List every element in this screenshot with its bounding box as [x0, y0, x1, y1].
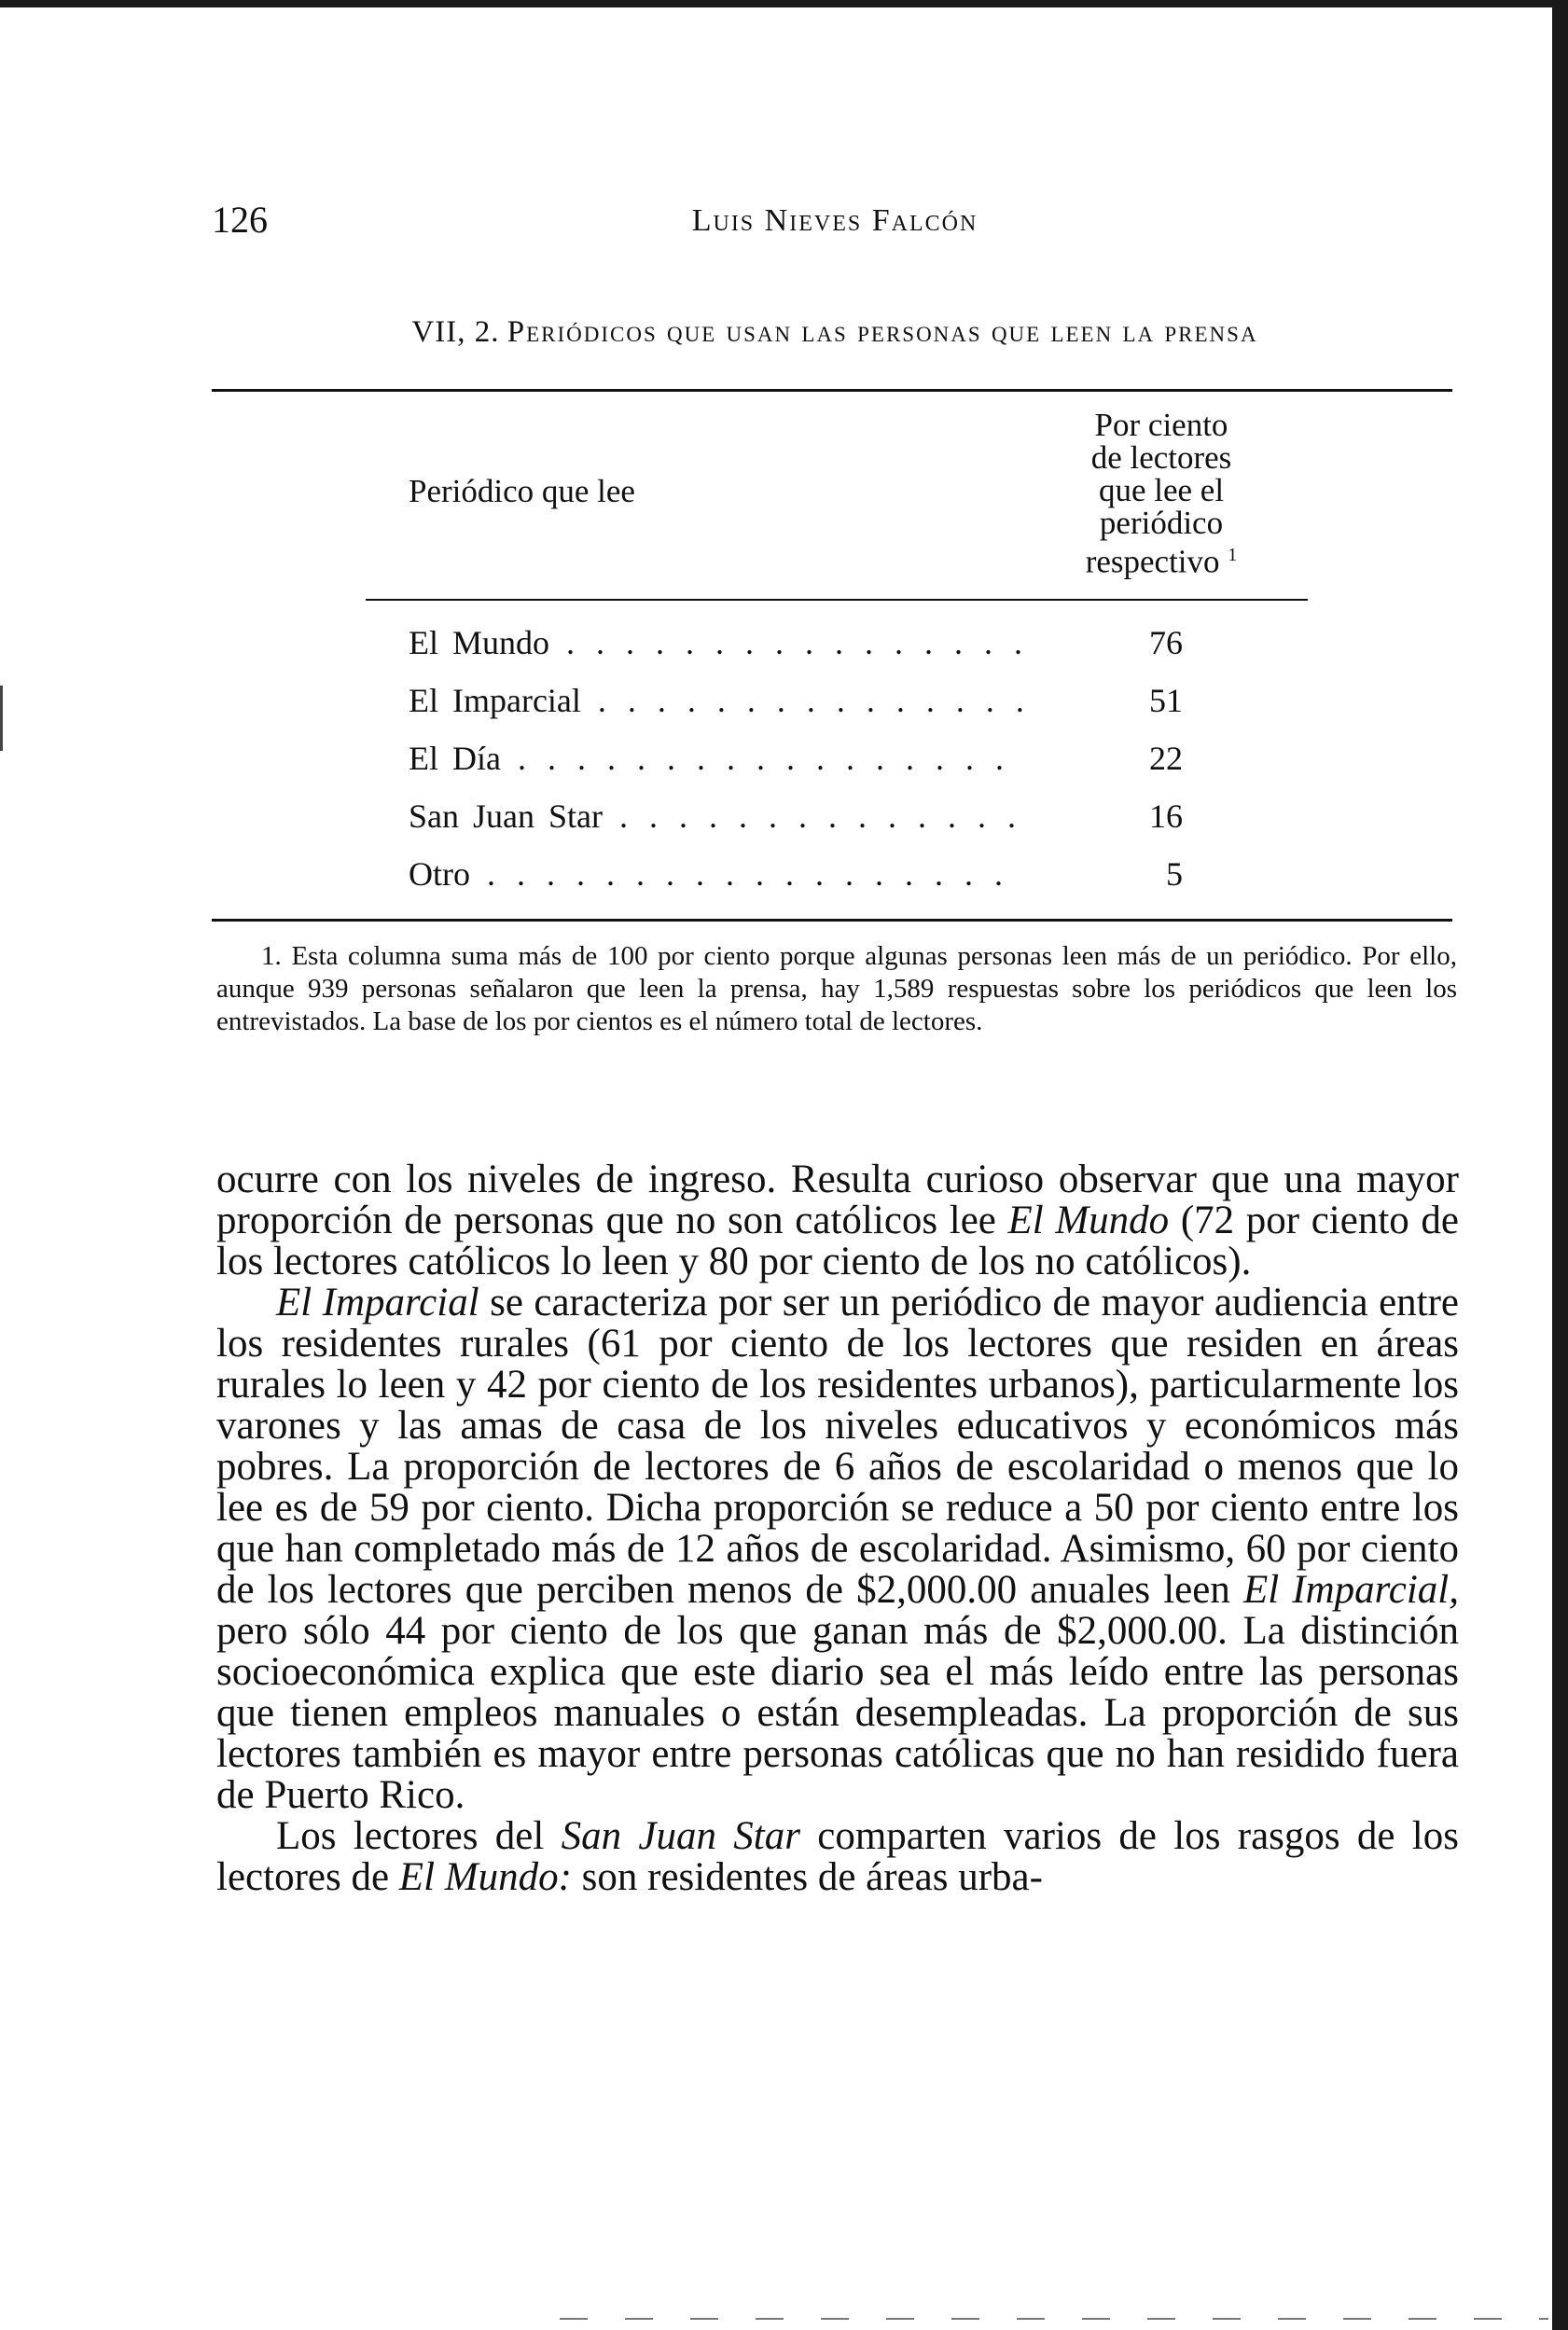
- reader-percent: 76: [1149, 624, 1183, 661]
- scan-border-right: [1552, 0, 1568, 2330]
- newspaper-name: El Día . . .: [409, 739, 1024, 778]
- scan-border-top: [0, 0, 1568, 7]
- table-rule-top: [212, 389, 1452, 392]
- body-text: [216, 1159, 1459, 1898]
- newspaper-name: San Juan Star . . .: [409, 797, 1024, 836]
- table-rule-bottom: [212, 919, 1452, 922]
- table-row: [409, 623, 1183, 670]
- column-header-line: periódico: [1099, 505, 1224, 541]
- footnote-ref: 1: [1228, 545, 1238, 565]
- paragraph-text: comparten varios de los rasgos de los lectores de: [216, 1814, 1459, 1899]
- column-header-line: que lee el: [1098, 472, 1225, 508]
- newspaper-title: El Imparcial,: [1242, 1568, 1460, 1612]
- newspaper-name: El Imparcial . . .: [409, 681, 1024, 720]
- page-number: 126: [212, 199, 268, 241]
- paragraph-text: Los lectores del: [276, 1814, 562, 1858]
- table-title: Periódicos que usan las personas que leen la prensa: [506, 315, 1258, 349]
- column-header-line: de lectores: [1090, 439, 1232, 476]
- table-row: [409, 739, 1183, 785]
- column-header-por-ciento: [1031, 409, 1292, 578]
- paragraph-text: se caracteriza por ser un periódico de mayor audiencia entre los residentes rurales (61 por ciento de los lectores que residen en áreas rurales lo leen y 42 por ciento de los residentes urbanos), particularmente los varones y las amas de casa de los niveles educativos y económicos más pobres. La proporción de lectores de 6 años de escolaridad o menos que lo lee es de 59 por ciento. Dicha proporción se reduce a 50 por ciento entre los que han completado más de 12 años de escolaridad. Asimismo, 60 por ciento de los lectores que perciben menos de $2,000.00 anuales leen: [216, 1281, 1460, 1612]
- column-header-periodico: Periódico que lee: [409, 473, 635, 509]
- newspaper-name: Otro . . .: [409, 854, 1024, 894]
- paragraph-text: son residentes de áreas urba-: [571, 1855, 1043, 1899]
- scan-mark-left: [0, 686, 3, 751]
- newspaper-title: San Juan Star: [561, 1814, 800, 1858]
- reader-percent: 51: [1149, 682, 1183, 719]
- paragraph-text: (72 por ciento de los lectores católicos lo leen y 80 por ciento de los no católicos).: [216, 1199, 1459, 1283]
- table-row: [409, 797, 1183, 843]
- reader-percent: 5: [1166, 855, 1183, 893]
- newspaper-title: El Imparcial: [276, 1281, 479, 1324]
- scan-mark-bottom: [560, 2318, 1548, 2320]
- table-row: [409, 681, 1183, 728]
- paragraph: [216, 1159, 1459, 1283]
- table-footnote: [216, 940, 1457, 1038]
- table-caption: [215, 315, 1455, 350]
- footnote-text: 1. Esta columna suma más de 100 por ciento porque algunas personas leen más de un periódico. Por ello, aunque 939 personas señalaron que leen la prensa, hay 1,589 respuestas sobre los periódicos que leen los entrevistados. La base de los por cientos es el número total de lectores.: [216, 941, 1457, 1036]
- newspaper-title: El Mundo:: [398, 1855, 572, 1899]
- column-header-line-text: respectivo: [1085, 543, 1220, 580]
- newspaper-title: El Mundo: [1007, 1199, 1170, 1242]
- paragraph: [216, 1816, 1459, 1898]
- column-header-line: Por ciento: [1094, 407, 1228, 443]
- column-header-line: [1031, 539, 1292, 578]
- running-head: Luis Nieves Falcón: [691, 203, 978, 238]
- table-row: [409, 854, 1183, 901]
- table-rule-header: [366, 599, 1308, 601]
- table-number: VII, 2.: [411, 315, 500, 349]
- paragraph-text: ocurre con los niveles de ingreso. Resulta curioso observar que una mayor proporción de personas que no son católicos lee: [216, 1158, 1459, 1242]
- reader-percent: 16: [1149, 797, 1183, 835]
- newspaper-name: El Mundo . . .: [409, 623, 1024, 662]
- reader-percent: 22: [1149, 740, 1183, 777]
- paragraph-text: pero sólo 44 por ciento de los que ganan más de $2,000.00. La distinción socioeconómica explica que este diario sea el más leído entre las personas que tienen empleos manuales o están desempleadas. La proporción de sus lectores también es mayor entre personas católicas que no han residido fuera de Puerto Rico.: [216, 1609, 1459, 1817]
- paragraph: [216, 1283, 1459, 1816]
